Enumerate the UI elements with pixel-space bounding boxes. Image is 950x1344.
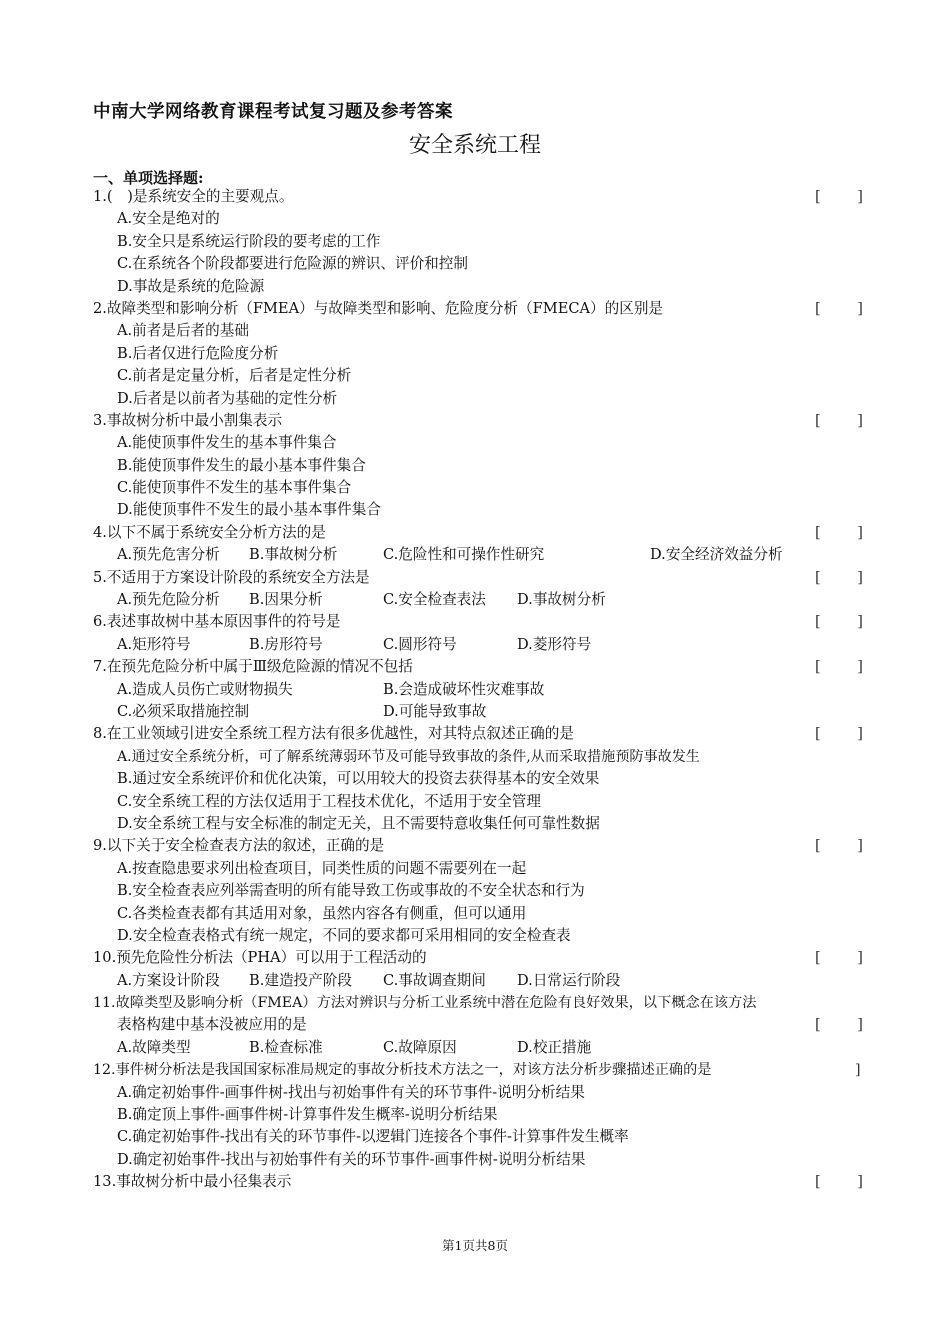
- section-heading: 一、单项选择题:: [93, 169, 204, 187]
- option: B.因果分析: [249, 591, 323, 609]
- option: C.危险性和可操作性研究: [383, 546, 545, 564]
- option: A.按查隐患要求列出检查项目，同类性质的问题不需要列在一起: [117, 859, 527, 877]
- option-row: [93, 634, 863, 656]
- option: D.后者是以前者为基础的定性分析: [117, 389, 338, 407]
- answer-bracket: [ ]: [815, 1016, 863, 1034]
- question-12: [93, 1059, 863, 1081]
- question-text: 4.以下不属于系统安全分析方法的是: [93, 523, 326, 541]
- option: C.事故调查期间: [383, 971, 486, 989]
- option: D.事故树分析: [517, 591, 606, 609]
- option: A.造成人员伤亡或财物损失: [117, 680, 293, 698]
- question-4: [93, 522, 863, 544]
- question-13: [93, 1171, 863, 1193]
- option: B.后者仅进行危险度分析: [117, 344, 279, 362]
- question-9: [93, 835, 863, 857]
- exam-header-title: 中南大学网络教育课程考试复习题及参考答案: [93, 102, 453, 122]
- page-footer: 第1页共8页: [442, 1238, 508, 1253]
- option: A.故障类型: [117, 1038, 191, 1056]
- question-6: [93, 611, 863, 633]
- question-list: [93, 186, 863, 1194]
- option: B.房形符号: [249, 635, 323, 653]
- option: A.矩形符号: [117, 635, 191, 653]
- question-text: 13.事故树分析中最小径集表示: [93, 1173, 292, 1191]
- option: A.方案设计阶段: [117, 971, 220, 989]
- option: A.安全是绝对的: [117, 210, 220, 228]
- answer-bracket: [ ]: [815, 725, 863, 743]
- option: C.前者是定量分析，后者是定性分析: [117, 367, 352, 385]
- question-text: 1.( )是系统安全的主要观点。: [93, 188, 294, 205]
- option: C.各类检查表都有其适用对象，虽然内容各有侧重，但可以通用: [117, 904, 527, 922]
- option: D.确定初始事件-找出与初始事件有关的环节事件-画事件树-说明分析结果: [117, 1150, 586, 1168]
- question-3: [93, 410, 863, 432]
- answer-bracket: [ ]: [815, 949, 863, 967]
- question-text: 5.不适用于方案设计阶段的系统安全方法是: [93, 568, 370, 586]
- question-2: [93, 298, 863, 320]
- option: D.事故是系统的危险源: [117, 277, 265, 295]
- question-text: 12.事件树分析法是我国国家标准局规定的事故分析技术方法之一，对该方法分析步骤描述正确的是: [93, 1062, 712, 1079]
- question-text: 11.故障类型及影响分析（FMEA）方法对辨识与分析工业系统中潜在危险有良好效果，以下概念在该方法: [93, 995, 757, 1012]
- option: B.确定顶上事件-画事件树-计算事件发生概率-说明分析结果: [117, 1106, 498, 1124]
- option: B.安全检查表应列举需查明的所有能导致工伤或事故的不安全状态和行为: [117, 882, 585, 900]
- question-text: 9.以下关于安全检查表方法的叙述，正确的是: [93, 837, 385, 855]
- option: D.校正措施: [517, 1038, 592, 1056]
- question-text: 表格构建中基本没被应用的是: [117, 1016, 307, 1034]
- option: D.安全系统工程与安全标准的制定无关，且不需要特意收集任何可靠性数据: [117, 814, 600, 832]
- answer-bracket: [ ]: [815, 1173, 863, 1191]
- answer-bracket: [ ]: [815, 188, 863, 205]
- question-1: [93, 186, 863, 208]
- option: A.通过安全系统分析，可了解系统薄弱环节及可能导致事故的条件,从而采取措施预防事故发生: [117, 748, 700, 765]
- question-11: [93, 992, 863, 1014]
- option: B.会造成破坏性灾难事故: [383, 680, 545, 698]
- option-row: [93, 970, 863, 992]
- option: B.建造投产阶段: [249, 971, 352, 989]
- option: D.菱形符号: [517, 635, 592, 653]
- question-8: [93, 723, 863, 745]
- answer-bracket: [ ]: [815, 568, 863, 586]
- option: C.能使顶事件不发生的基本事件集合: [117, 479, 352, 497]
- answer-bracket: [ ]: [815, 299, 863, 317]
- question-text: 2.故障类型和影响分析（FMEA）与故障类型和影响、危险度分析（FMECA）的区别是: [93, 299, 664, 317]
- question-7: [93, 656, 863, 678]
- option: A.预先危险分析: [117, 591, 220, 609]
- option: B.通过安全系统评价和优化决策，可以用较大的投资去获得基本的安全效果: [117, 770, 600, 788]
- option: D.安全检查表格式有统一规定，不同的要求都可采用相同的安全检查表: [117, 926, 571, 944]
- question-text: 7.在预先危险分析中属于Ⅲ级危险源的情况不包括: [93, 658, 413, 676]
- question-11-continued: [93, 1014, 863, 1036]
- option-row: [93, 701, 863, 723]
- option: C.在系统各个阶段都要进行危险源的辨识、评价和控制: [117, 255, 468, 273]
- answer-bracket: [ ]: [815, 411, 863, 429]
- option: C.确定初始事件-找出有关的环节事件-以逻辑门连接各个事件-计算事件发生概率: [117, 1128, 629, 1146]
- option: C.安全系统工程的方法仅适用于工程技术优化，不适用于安全管理: [117, 792, 541, 810]
- answer-bracket: [ ]: [815, 523, 863, 541]
- option-row: [93, 589, 863, 611]
- option: A.预先危害分析: [117, 546, 220, 564]
- option: C.故障原因: [383, 1038, 457, 1056]
- option: A.确定初始事件-画事件树-找出与初始事件有关的环节事件-说明分析结果: [117, 1083, 585, 1101]
- question-10: [93, 947, 863, 969]
- option-row: [93, 544, 863, 566]
- question-text: 3.事故树分析中最小割集表示: [93, 411, 283, 429]
- option: B.检查标准: [249, 1038, 323, 1056]
- option: C.安全检查表法: [383, 591, 486, 609]
- option-row: [93, 679, 863, 701]
- option: D.可能导致事故: [383, 702, 487, 720]
- option: C.圆形符号: [383, 635, 457, 653]
- option-row: [93, 1037, 863, 1059]
- question-5: [93, 567, 863, 589]
- option: C.必须采取措施控制: [117, 702, 250, 720]
- option: A.前者是后者的基础: [117, 322, 249, 340]
- answer-bracket: ]: [855, 1062, 861, 1079]
- option: D.能使顶事件不发生的最小基本事件集合: [117, 501, 381, 519]
- question-text: 10.预先危险性分析法（PHA）可以用于工程活动的: [93, 949, 427, 967]
- answer-bracket: [ ]: [815, 837, 863, 855]
- option: B.能使顶事件发生的最小基本事件集合: [117, 456, 366, 474]
- answer-bracket: [ ]: [815, 613, 863, 631]
- question-text: 8.在工业领域引进安全系统工程方法有很多优越性，对其特点叙述正确的是: [93, 725, 574, 743]
- option: D.安全经济效益分析: [650, 546, 783, 564]
- course-title: 安全系统工程: [408, 133, 541, 158]
- answer-bracket: [ ]: [815, 658, 863, 676]
- option: B.事故树分析: [249, 546, 338, 564]
- option: D.日常运行阶段: [517, 971, 621, 989]
- option: A.能使顶事件发生的基本事件集合: [117, 434, 337, 452]
- question-text: 6.表述事故树中基本原因事件的符号是: [93, 613, 341, 631]
- option: B.安全只是系统运行阶段的要考虑的工作: [117, 232, 381, 250]
